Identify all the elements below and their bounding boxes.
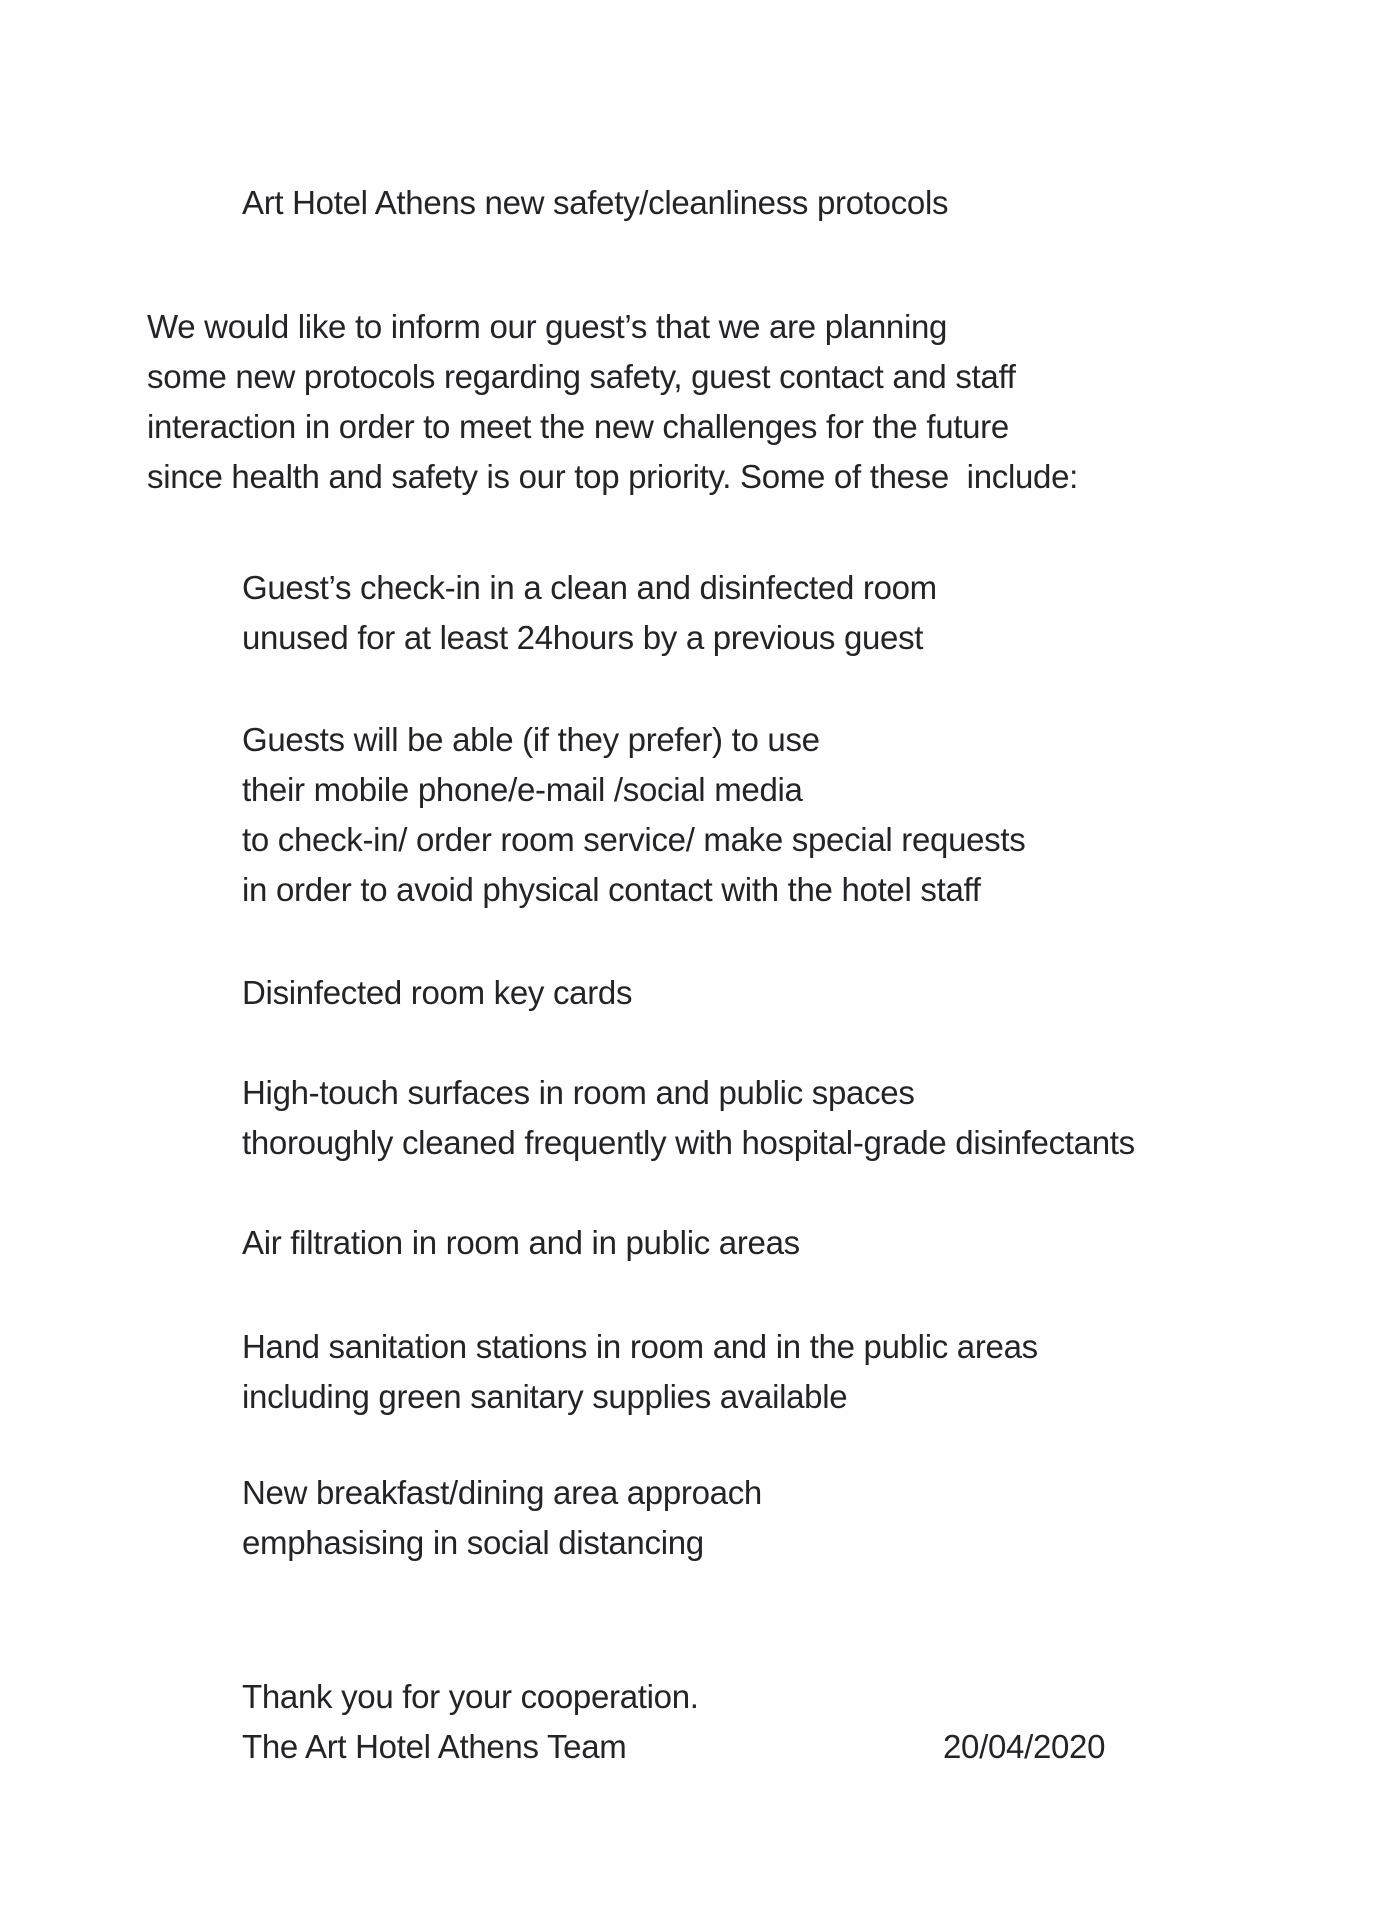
protocol-line: Guests will be able (if they prefer) to use	[242, 721, 820, 758]
intro-paragraph	[147, 302, 1078, 502]
protocol-item-air-filtration	[242, 1218, 800, 1268]
protocol-line: unused for at least 24hours by a previous guest	[242, 619, 924, 656]
document-title: Art Hotel Athens new safety/cleanliness protocols	[242, 184, 949, 221]
protocol-line: High-touch surfaces in room and public spaces	[242, 1074, 915, 1111]
protocol-item-key-cards	[242, 968, 632, 1018]
protocol-item-checkin-room	[242, 563, 937, 663]
intro-line: interaction in order to meet the new challenges for the future	[147, 408, 1009, 445]
protocol-line: their mobile phone/e-mail /social media	[242, 771, 803, 808]
protocol-line: Guest’s check-in in a clean and disinfected room	[242, 569, 937, 606]
protocol-line: New breakfast/dining area approach	[242, 1474, 762, 1511]
protocol-item-contactless-services	[242, 715, 1025, 915]
protocol-item-hand-sanitation	[242, 1322, 1038, 1422]
protocol-line: Disinfected room key cards	[242, 974, 633, 1011]
protocol-line: Hand sanitation stations in room and in the public areas	[242, 1328, 1038, 1365]
protocol-line: in order to avoid physical contact with the hotel staff	[242, 871, 981, 908]
closing-block	[242, 1672, 699, 1772]
protocol-item-high-touch-surfaces	[242, 1068, 1135, 1168]
protocol-line: to check-in/ order room service/ make special requests	[242, 821, 1026, 858]
protocol-item-breakfast-dining	[242, 1468, 762, 1568]
intro-line: We would like to inform our guest’s that we are planning	[147, 308, 948, 345]
protocol-line: Air filtration in room and in public areas	[242, 1224, 800, 1261]
closing-signature: The Art Hotel Athens Team	[242, 1728, 627, 1765]
protocol-line: emphasising in social distancing	[242, 1524, 704, 1561]
intro-line: some new protocols regarding safety, guest contact and staff	[147, 358, 1016, 395]
intro-line: since health and safety is our top priority. Some of these include:	[147, 458, 1079, 495]
closing-thanks: Thank you for your cooperation.	[242, 1678, 699, 1715]
closing-date: 20/04/2020	[943, 1728, 1106, 1765]
protocol-line: thoroughly cleaned frequently with hospital-grade disinfectants	[242, 1124, 1135, 1161]
protocol-line: including green sanitary supplies available	[242, 1378, 848, 1415]
